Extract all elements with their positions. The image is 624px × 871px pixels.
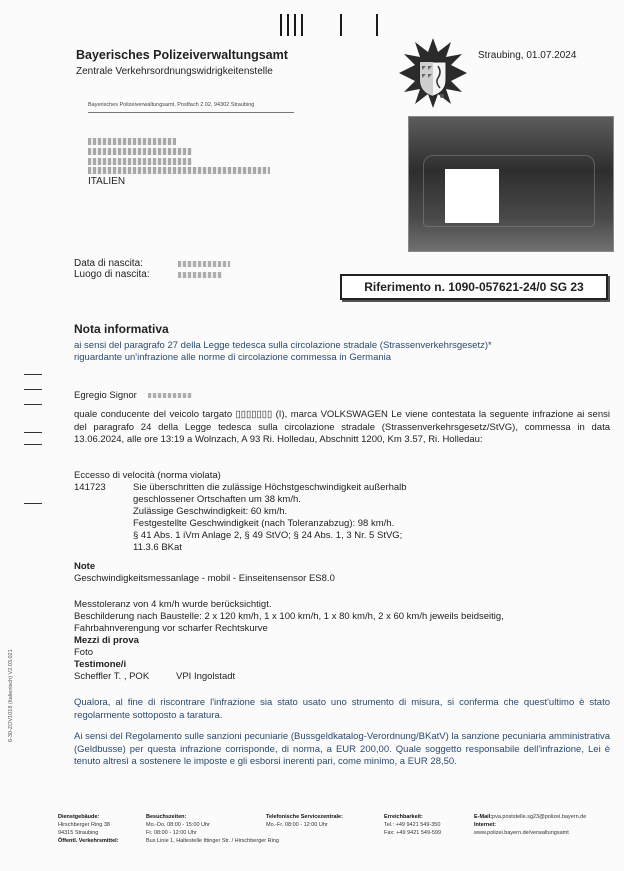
footer-building: [58, 813, 119, 845]
margin-mark: [24, 374, 42, 375]
calibration-paragraph: Qualora, al fine di riscontrare l'infrazione sia stato usato uno strumento di misura, si conferma che quest'ultimo è stato regolarmente sottoposto a taratura.: [74, 697, 610, 721]
footer-building-city: 94315 Straubing: [58, 830, 99, 836]
footer-hours-weekdays: Mo.-Do. 08:00 - 15:00 Uhr: [146, 822, 210, 828]
evidence-value: Foto: [74, 647, 94, 658]
evidence-photo: [408, 116, 614, 252]
footer-hours-heading: Besuchszeiten:: [146, 814, 187, 820]
footer-phone-number: Tel.: +49 9421 549-350: [384, 822, 441, 828]
place-and-date: Straubing, 01.07.2024: [478, 50, 577, 61]
footer-building-street: Hirschberger Ring 38: [58, 822, 110, 828]
witness-name: Scheffler T. , POK: [74, 671, 150, 682]
redacted-district: [88, 158, 192, 165]
measurement-device: Geschwindigkeitsmessanlage - mobil - Einseitensensor ES8.0: [74, 573, 335, 584]
reference-number: Riferimento n. 1090-057621-24/0 SG 23: [340, 274, 608, 300]
footer-building-heading: Dienstgebäude:: [58, 814, 100, 820]
margin-mark: [24, 404, 42, 405]
footer-hours: [146, 813, 279, 845]
footer-email-heading: E-Mail:: [474, 814, 493, 820]
offense-line: geschlossener Ortschaften um 38 km/h.: [133, 494, 301, 505]
offense-line: § 41 Abs. 1 iVm Anlage 2, § 49 StVO; § 24 Abs. 1, 3 Nr. 5 StVG;: [133, 530, 403, 541]
footer-hours-friday: Fr. 08:00 - 12:00 Uhr: [146, 830, 197, 836]
offense-line: 11.3.6 BKat: [133, 542, 182, 553]
redacted-name: [88, 138, 176, 145]
redacted-city: [88, 167, 270, 174]
redacted-surname: [148, 393, 192, 398]
footer-reach: [384, 813, 441, 837]
signage-note-2: Fahrbahnverengung vor scharfer Rechtskurve: [74, 623, 268, 634]
offense-code: 141723: [74, 482, 106, 493]
margin-mark: [24, 503, 42, 504]
salutation: Egregio Signor: [74, 390, 137, 401]
notice-intro-2: riguardante un'infrazione alle norme di circolazione commessa in Germania: [74, 352, 392, 363]
margin-mark: [24, 444, 42, 445]
footer-transport-heading: Öffentl. Verkehrsmittel:: [58, 838, 119, 844]
witness-unit: VPI Ingolstadt: [176, 671, 236, 682]
footer-phone-heading: Telefonische Servicezentrale:: [266, 814, 343, 820]
redacted-birth-place: [178, 272, 222, 278]
footer-contact: [474, 813, 614, 837]
offense-heading: Eccesso di velocità (norma violata): [74, 470, 221, 481]
tolerance-note: Messtoleranz von 4 km/h wurde berücksichtigt.: [74, 599, 272, 610]
notice-title: Nota informativa: [74, 322, 169, 336]
notice-intro-1: ai sensi del paragrafo 27 della Legge tedesca sulla circolazione stradale (Strassenverkehrsgesetz)*: [74, 340, 492, 351]
footer-phone: [266, 813, 343, 829]
return-address: Bayerisches Polizeiverwaltungsamt, Postfach 2 02, 94302 Straubing: [88, 102, 255, 108]
footer-email[interactable]: pva.poststelle.sg23@polizei.bayern.de: [492, 814, 587, 820]
witness-label: Testimone/i: [74, 659, 127, 670]
recipient-country: ITALIEN: [88, 176, 126, 187]
offense-line: Sie überschritten die zulässige Höchstgeschwindigkeit außerhalb: [133, 482, 407, 493]
form-code: 6-30-ZOV1018 (Italienisch) V2.03.021: [8, 649, 14, 742]
evidence-label: Mezzi di prova: [74, 635, 139, 646]
footer-fax-number: Fax: +49 9421 549-599: [384, 830, 442, 836]
notice-body: quale conducente del veicolo targato ▯▯▯▯▯▯▯ (I), marca VOLKSWAGEN Le viene contestata la seguente infrazione ai sensi del paragrafo 24 della Legge tedesca sulla circolazione stradale (Strassenverkehrsgesetz/StVG), commessa in data 13.06.2024, alle ore 13:19 a Wolnzach, A 93 Ri. Holledau, Abschnitt 1200, Km 3.57, Ri. Holledau:: [74, 409, 610, 446]
signage-note-1: Beschilderung nach Baustelle: 2 x 120 km/h, 1 x 100 km/h, 1 x 80 km/h, 2 x 60 km/h jeweils beidseitig,: [74, 611, 504, 622]
redacted-birth-date: [178, 261, 230, 267]
birth-date-label: Data di nascita:: [74, 258, 143, 269]
offense-line: Festgestellte Geschwindigkeit (nach Toleranzabzug): 98 km/h.: [133, 518, 395, 529]
footer-reach-heading: Erreichbarkeit:: [384, 814, 423, 820]
footer-phone-hours: Mo.-Fr. 08:00 - 12:00 Uhr: [266, 822, 328, 828]
redacted-street: [88, 148, 192, 155]
footer-website[interactable]: www.polizei.bayern.de/verwaltungsamt: [474, 830, 569, 836]
margin-mark: [24, 432, 42, 433]
return-address-rule: [88, 112, 294, 113]
org-name: Bayerisches Polizeiverwaltungsamt: [76, 48, 288, 62]
sanction-paragraph: Ai sensi del Regolamento sulle sanzioni pecuniarie (Bussgeldkatalog-Verordnung/BKatV) la sanzione pecuniaria amministrativa (Geldbusse) per questa infrazione corrisponde, di norma, a EUR 200,00. Quale soggetto responsabile dell'infrazione, Lei è tenuto altresì a sostenere le imposte e gli esborsi inerenti pari, come minimo, a EUR 28,50.: [74, 731, 610, 768]
photo-redaction: [445, 169, 499, 223]
org-subtitle: Zentrale Verkehrsordnungswidrigkeitenstelle: [76, 66, 273, 77]
margin-mark: [24, 389, 42, 390]
offense-line: Zulässige Geschwindigkeit: 60 km/h.: [133, 506, 288, 517]
footer-transport: Bus Linie 1, Haltestelle Ittinger Str. / Hirschberger Ring: [146, 838, 279, 844]
birth-place-label: Luogo di nascita:: [74, 269, 150, 280]
note-label: Note: [74, 561, 96, 572]
footer-internet-heading: Internet:: [474, 822, 496, 828]
police-star-crest-icon: [396, 36, 470, 110]
